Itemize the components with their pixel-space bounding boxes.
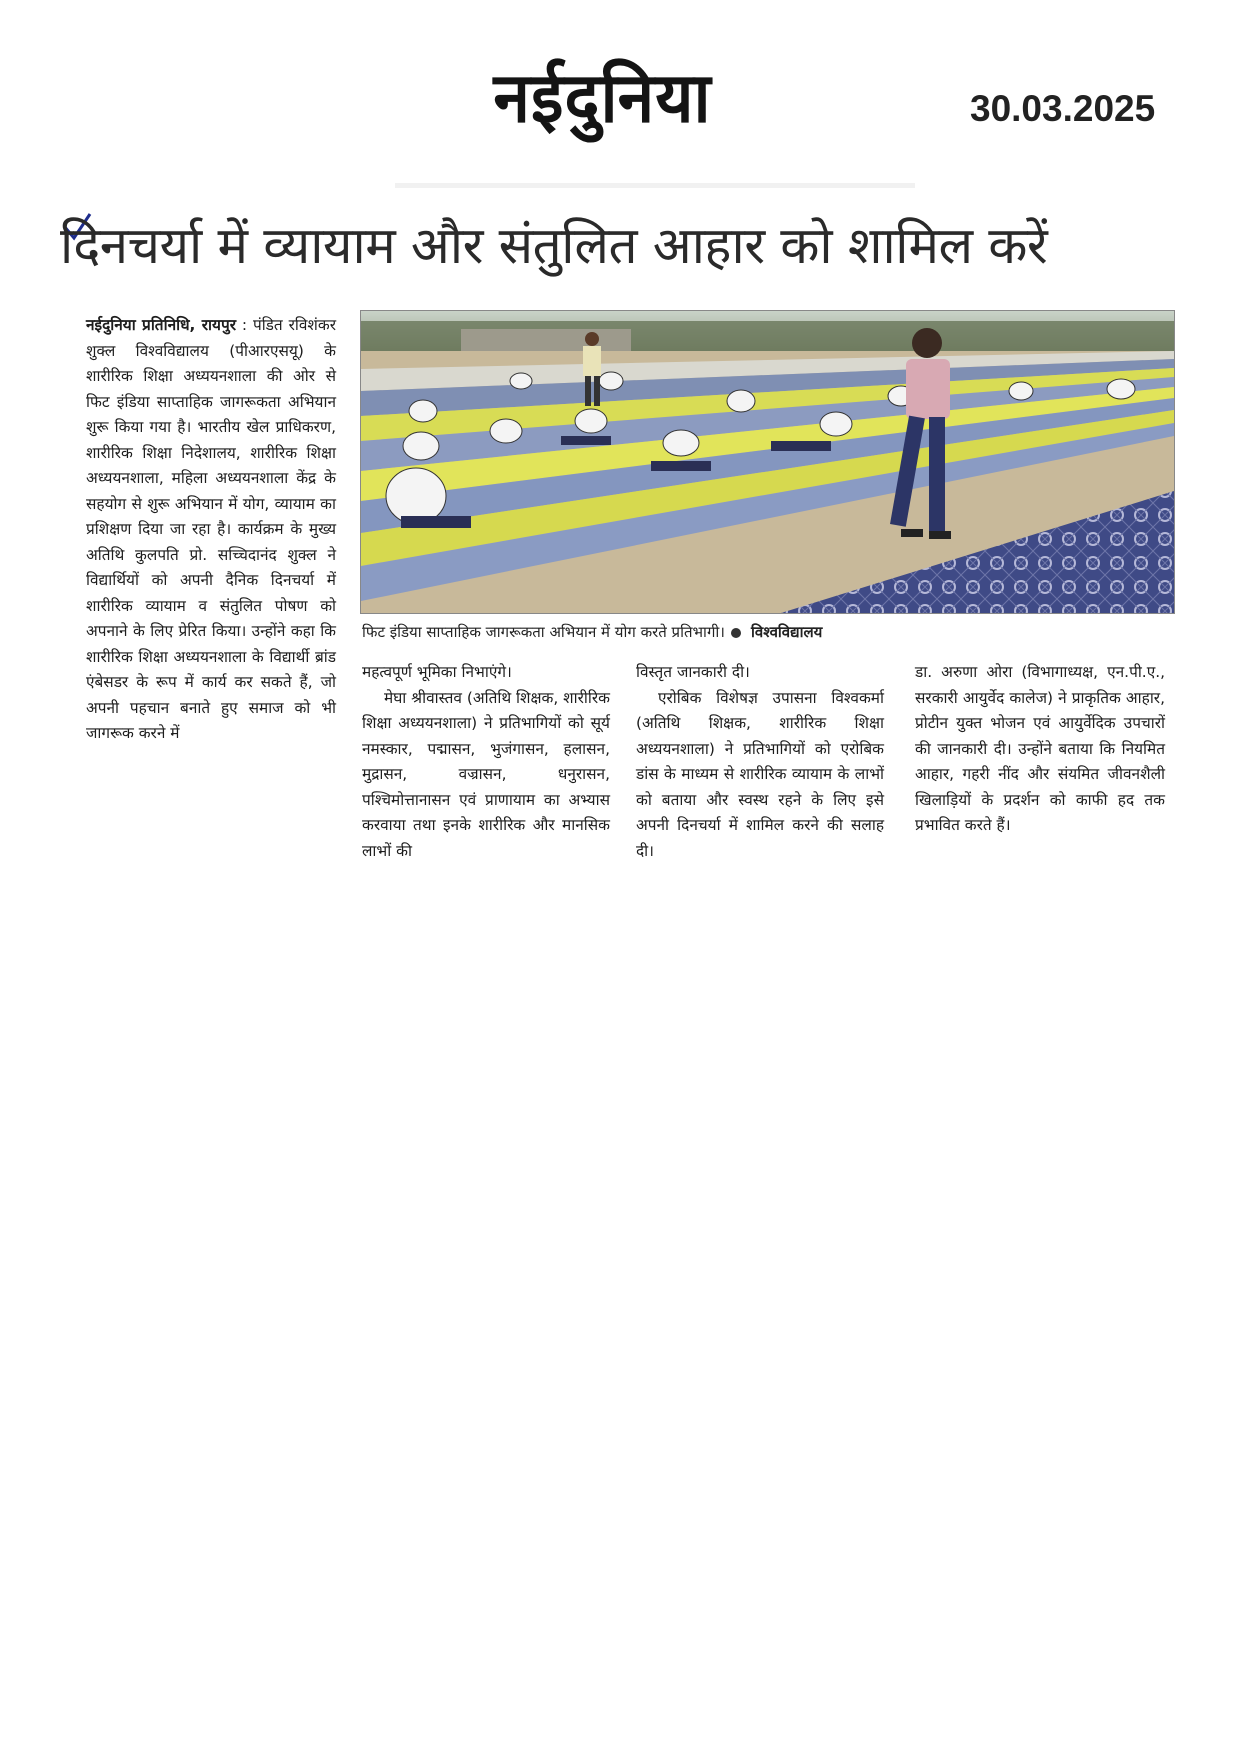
article-column-1: नईदुनिया प्रतिनिधि, रायपुर : पंडित रविशंकर शुक्ल विश्वविद्यालय (पीआरएसयू) के शारीरिक शिक्षा अध्ययनशाला की ओर से फिट इंडिया साप्ताहिक जागरूकता अभियान शुरू किया गया है। भारतीय खेल प्राधिकरण, शारीरिक शिक्षा निदेशालय, शारीरिक शिक्षा अध्ययनशाला, महिला अध्ययनशाला केंद्र के सहयोग से शुरू अभियान में योग, व्यायाम का प्रशिक्षण दिया जा रहा है। कार्यक्रम के मुख्य अतिथि कुलपति प्रो. सच्चिदानंद शुक्ल ने विद्यार्थियों को अपनी दैनिक दिनचर्या में शारीरिक व्यायाम व संतुलित पोषण को अपनाने के लिए प्रेरित किया। उन्होंने कहा कि शारीरिक शिक्षा अध्ययनशाला के विद्यार्थी ब्रांड एंबेसडर के रूप में कार्य कर सकते हैं, जो अपनी पहचान बनाते हुए समाज को भी जागरूक करने में — [86, 316, 336, 742]
article-col1-text: पंडित रविशंकर शुक्ल विश्वविद्यालय (पीआरएसयू) के शारीरिक शिक्षा अध्ययनशाला की ओर से फिट इंडिया साप्ताहिक जागरूकता अभियान शुरू किया गया है। भारतीय खेल प्राधिकरण, शारीरिक शिक्षा निदेशालय, शारीरिक शिक्षा अध्ययनशाला, महिला अध्ययनशाला केंद्र के सहयोग से शुरू अभियान में योग, व्यायाम का प्रशिक्षण दिया जा रहा है। कार्यक्रम के मुख्य अतिथि कुलपति प्रो. सच्चिदानंद शुक्ल ने विद्यार्थियों को अपनी दैनिक दिनचर्या में शारीरिक व्यायाम व संतुलित पोषण को अपनाने के लिए प्रेरित किया। उन्होंने कहा कि शारीरिक शिक्षा अध्ययनशाला के विद्यार्थी ब्रांड एंबेसडर के रूप में कार्य कर सकते हैं, जो अपनी पहचान बनाते हुए समाज को भी जागरूक करने में — [86, 316, 336, 742]
photo-credit: विश्वविद्यालय — [750, 623, 823, 641]
article-column-3 — [636, 660, 884, 864]
article-col3-continuation: विस्तृत जानकारी दी। — [636, 663, 750, 681]
publication-date: 30.03.2025 — [970, 88, 1156, 129]
photo-caption — [362, 622, 1172, 642]
article-col2-continuation: महत्वपूर्ण भूमिका निभाएंगे। — [362, 663, 512, 681]
article-column-2 — [362, 660, 610, 864]
article-byline: नईदुनिया प्रतिनिधि, रायपुर — [86, 316, 236, 334]
article-headline: दिनचर्या में व्यायाम और संतुलित आहार को शामिल करें — [60, 217, 1048, 276]
article-col2-paragraph: मेघा श्रीवास्तव (अतिथि शिक्षक, शारीरिक शिक्षा अध्ययनशाला) ने प्रतिभागियों को सूर्य नमस्कार, पद्मासन, भुजंगासन, हलासन, मुद्रासन, वज्रासन, धनुरासन, पश्चिमोत्तानासन एवं प्राणायाम का अभ्यास करवाया तथा इनके शारीरिक और मानसिक लाभों की — [362, 688, 610, 860]
article-col3-paragraph: एरोबिक विशेषज्ञ उपासना विश्वकर्मा (अतिथि शिक्षक, शारीरिक शिक्षा अध्ययनशाला) ने प्रतिभागियों को एरोबिक डांस के माध्यम से शारीरिक व्यायाम के लाभों को बताया और स्वस्थ रहने के लिए इसे अपनी दिनचर्या में शामिल करने की सलाह दी। — [636, 688, 884, 860]
photo-caption-text: फिट इंडिया साप्ताहिक जागरूकता अभियान में योग करते प्रतिभागी। — [362, 623, 725, 641]
scan-edge — [395, 183, 915, 188]
camera-icon — [731, 628, 741, 638]
newspaper-masthead: नईदुनिया — [493, 57, 712, 139]
article-col4-paragraph: डा. अरुणा ओरा (विभागाध्यक्ष, एन.पी.ए., सरकारी आयुर्वेद कालेज) ने प्राकृतिक आहार, प्रोटीन युक्त भोजन एवं आयुर्वेदिक उपचारों की जानकारी दी। उन्होंने बताया कि नियमित आहार, गहरी नींद और संयमित जीवनशैली खिलाड़ियों के प्रदर्शन को काफी हद तक प्रभावित करते हैं। — [915, 663, 1165, 834]
article-column-4 — [915, 660, 1165, 839]
article-photo — [360, 310, 1175, 614]
